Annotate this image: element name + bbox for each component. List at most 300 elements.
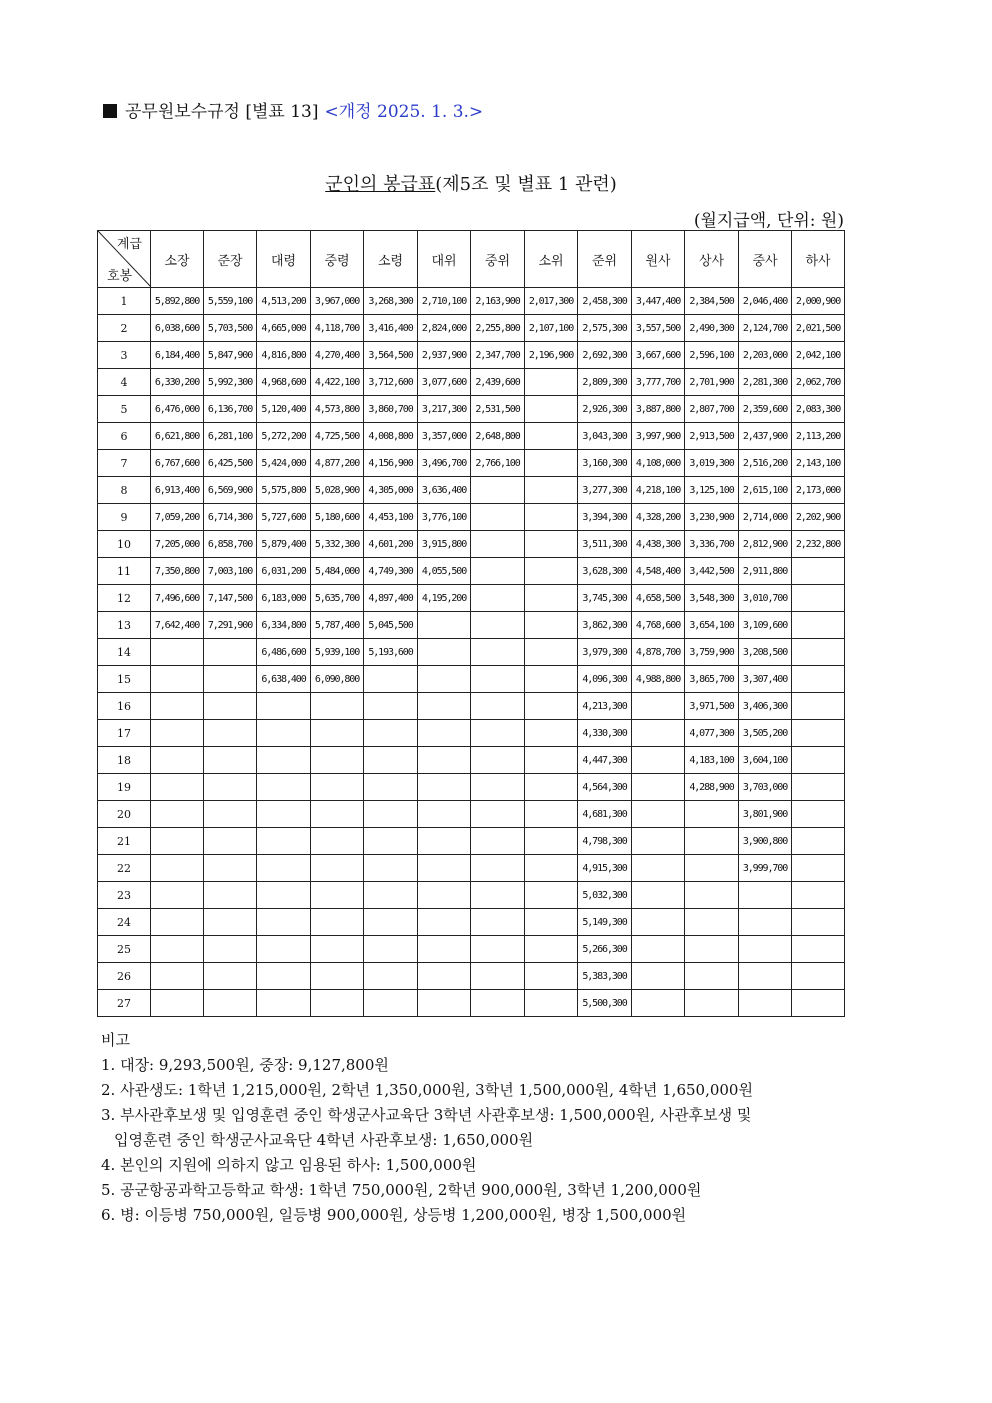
salary-cell [257,909,311,936]
salary-cell [418,990,471,1017]
salary-cell: 4,681,300 [578,801,632,828]
table-row [98,612,845,639]
salary-cell: 6,281,100 [204,423,257,450]
title-main: 군인의 봉급표 [325,174,436,195]
salary-cell: 6,858,700 [204,531,257,558]
salary-cell: 5,424,000 [257,450,311,477]
salary-cell [204,774,257,801]
salary-cell [471,693,525,720]
salary-cell: 2,648,800 [471,423,525,450]
salary-cell: 4,601,200 [364,531,418,558]
salary-cell [204,855,257,882]
salary-cell: 6,638,400 [257,666,311,693]
salary-cell: 2,163,900 [471,288,525,315]
salary-cell: 5,575,800 [257,477,311,504]
salary-cell: 6,038,600 [151,315,204,342]
salary-cell: 5,180,600 [311,504,364,531]
remark-line: 입영훈련 중인 학생군사교육단 4학년 사관후보생: 1,650,000원 [114,1131,534,1149]
salary-cell: 3,604,100 [739,747,792,774]
rank-header-cell: 소장 [151,231,204,288]
salary-cell: 3,654,100 [685,612,739,639]
salary-cell [364,909,418,936]
salary-cell [685,828,739,855]
salary-cell: 6,621,800 [151,423,204,450]
salary-cell [257,882,311,909]
salary-cell: 2,113,200 [792,423,845,450]
salary-cell: 2,490,300 [685,315,739,342]
salary-cell [525,504,578,531]
salary-cell [525,639,578,666]
salary-cell [471,531,525,558]
salary-cell [471,585,525,612]
salary-cell: 6,184,400 [151,342,204,369]
salary-cell: 2,281,300 [739,369,792,396]
step-cell: 4 [98,369,151,396]
rank-header-cell: 중사 [739,231,792,288]
step-cell: 11 [98,558,151,585]
salary-cell: 4,096,300 [578,666,632,693]
salary-cell [257,936,311,963]
salary-cell: 5,383,300 [578,963,632,990]
salary-cell [525,450,578,477]
salary-cell [311,693,364,720]
salary-cell: 4,749,300 [364,558,418,585]
step-cell: 5 [98,396,151,423]
salary-cell [151,747,204,774]
table-row [98,828,845,855]
salary-cell [257,801,311,828]
salary-cell: 4,447,300 [578,747,632,774]
salary-cell [418,720,471,747]
salary-cell [632,693,685,720]
salary-cell [792,747,845,774]
salary-cell: 5,787,400 [311,612,364,639]
salary-cell: 3,357,000 [418,423,471,450]
salary-cell: 5,703,500 [204,315,257,342]
salary-cell: 4,218,100 [632,477,685,504]
salary-cell [204,828,257,855]
step-cell: 12 [98,585,151,612]
salary-cell [151,801,204,828]
step-cell: 25 [98,936,151,963]
rank-header-cell: 중령 [311,231,364,288]
salary-cell [525,828,578,855]
salary-cell: 6,569,900 [204,477,257,504]
salary-cell: 3,307,400 [739,666,792,693]
rank-header-cell: 중위 [471,231,525,288]
salary-cell: 4,008,800 [364,423,418,450]
table-row [98,990,845,1017]
salary-cell [311,963,364,990]
table-row [98,693,845,720]
salary-cell: 3,862,300 [578,612,632,639]
salary-cell: 3,703,000 [739,774,792,801]
salary-cell: 7,205,000 [151,531,204,558]
page-title [0,170,942,196]
salary-cell: 3,999,700 [739,855,792,882]
table-row [98,666,845,693]
salary-cell [151,909,204,936]
salary-cell [364,855,418,882]
salary-cell [792,693,845,720]
salary-cell [418,693,471,720]
salary-cell [151,936,204,963]
step-cell: 17 [98,720,151,747]
salary-cell: 3,548,300 [685,585,739,612]
salary-cell: 5,045,500 [364,612,418,639]
table-row [98,315,845,342]
salary-cell: 4,305,000 [364,477,418,504]
salary-cell: 3,336,700 [685,531,739,558]
salary-cell [311,828,364,855]
salary-cell: 5,727,600 [257,504,311,531]
salary-cell: 4,156,900 [364,450,418,477]
salary-cell [525,531,578,558]
rank-header-cell: 하사 [792,231,845,288]
salary-cell [525,477,578,504]
step-cell: 26 [98,963,151,990]
step-cell: 18 [98,747,151,774]
salary-cell [525,990,578,1017]
salary-cell: 3,636,400 [418,477,471,504]
salary-cell: 4,564,300 [578,774,632,801]
table-row [98,801,845,828]
salary-cell: 6,913,400 [151,477,204,504]
table-row [98,882,845,909]
step-cell: 1 [98,288,151,315]
step-cell: 13 [98,612,151,639]
salary-cell: 3,043,300 [578,423,632,450]
salary-cell: 3,967,000 [311,288,364,315]
salary-cell: 5,939,100 [311,639,364,666]
salary-cell [418,747,471,774]
salary-cell [257,963,311,990]
salary-cell: 4,877,200 [311,450,364,477]
remark-line: 6. 병: 이등병 750,000원, 일등병 900,000원, 상등병 1,200,000원, 병장 1,500,000원 [101,1206,687,1224]
salary-cell [418,963,471,990]
step-cell: 2 [98,315,151,342]
salary-cell [471,936,525,963]
salary-cell: 2,913,500 [685,423,739,450]
salary-cell [525,612,578,639]
salary-cell: 3,442,500 [685,558,739,585]
salary-cell: 6,090,800 [311,666,364,693]
salary-cell: 4,453,100 [364,504,418,531]
salary-cell [204,990,257,1017]
salary-cell [471,801,525,828]
salary-cell [632,774,685,801]
salary-cell: 4,288,900 [685,774,739,801]
salary-cell [525,855,578,882]
salary-cell [418,936,471,963]
salary-cell: 4,438,300 [632,531,685,558]
table-row [98,369,845,396]
salary-cell: 3,979,300 [578,639,632,666]
salary-cell [151,666,204,693]
salary-cell [792,801,845,828]
corner-rank-label: 계급 [116,237,142,252]
salary-cell: 3,208,500 [739,639,792,666]
rank-header-cell: 원사 [632,231,685,288]
salary-cell [311,909,364,936]
rank-header-cell: 준위 [578,231,632,288]
salary-cell [739,909,792,936]
salary-cell: 2,692,300 [578,342,632,369]
salary-cell [685,801,739,828]
salary-cell: 4,988,800 [632,666,685,693]
salary-cell [792,612,845,639]
salary-cell [792,909,845,936]
salary-cell [364,747,418,774]
salary-cell: 2,458,300 [578,288,632,315]
salary-cell [151,720,204,747]
salary-cell: 2,203,000 [739,342,792,369]
step-cell: 9 [98,504,151,531]
salary-cell: 3,416,400 [364,315,418,342]
salary-cell: 4,328,200 [632,504,685,531]
salary-cell: 6,334,800 [257,612,311,639]
salary-cell: 4,513,200 [257,288,311,315]
salary-cell: 6,486,600 [257,639,311,666]
remark-line: 5. 공군항공과학고등학교 학생: 1학년 750,000원, 2학년 900,000원, 3학년 1,200,000원 [101,1181,702,1199]
salary-cell: 3,557,500 [632,315,685,342]
salary-cell: 3,887,800 [632,396,685,423]
regulation-name: 공무원보수규정 [별표 13] [125,102,319,122]
rank-header-cell: 준장 [204,231,257,288]
salary-cell [418,828,471,855]
salary-cell [257,828,311,855]
table-row [98,936,845,963]
table-row [98,720,845,747]
salary-cell [792,990,845,1017]
salary-cell: 2,196,900 [525,342,578,369]
salary-cell: 3,230,900 [685,504,739,531]
salary-cell: 4,108,000 [632,450,685,477]
salary-cell [525,558,578,585]
salary-cell [525,882,578,909]
salary-cell [525,666,578,693]
salary-cell [525,774,578,801]
salary-cell: 2,926,300 [578,396,632,423]
salary-cell: 5,500,300 [578,990,632,1017]
salary-cell: 4,270,400 [311,342,364,369]
salary-cell: 5,559,100 [204,288,257,315]
salary-cell: 3,019,300 [685,450,739,477]
salary-cell [311,801,364,828]
salary-cell [792,936,845,963]
salary-cell: 2,017,300 [525,288,578,315]
salary-cell: 2,714,000 [739,504,792,531]
salary-cell: 6,136,700 [204,396,257,423]
salary-cell: 3,077,600 [418,369,471,396]
rank-header-cell: 소령 [364,231,418,288]
salary-cell [471,909,525,936]
salary-cell [525,423,578,450]
salary-cell: 3,511,300 [578,531,632,558]
salary-cell [204,909,257,936]
salary-cell: 2,809,300 [578,369,632,396]
salary-cell [525,369,578,396]
salary-cell [257,747,311,774]
salary-cell: 4,725,500 [311,423,364,450]
remarks-list [101,1053,861,1228]
salary-cell: 3,777,700 [632,369,685,396]
salary-cell: 2,701,900 [685,369,739,396]
table-row [98,585,845,612]
salary-cell [418,612,471,639]
salary-cell: 6,183,000 [257,585,311,612]
salary-cell [364,963,418,990]
salary-cell [151,774,204,801]
salary-cell: 5,149,300 [578,909,632,936]
salary-cell: 3,109,600 [739,612,792,639]
salary-cell: 2,615,100 [739,477,792,504]
rank-header-cell: 소위 [525,231,578,288]
salary-cell: 3,997,900 [632,423,685,450]
salary-cell: 5,847,900 [204,342,257,369]
salary-cell [525,747,578,774]
salary-cell: 2,575,300 [578,315,632,342]
step-cell: 19 [98,774,151,801]
black-square-icon [103,104,117,118]
salary-cell: 4,195,200 [418,585,471,612]
salary-cell [311,882,364,909]
salary-cell [471,504,525,531]
step-cell: 10 [98,531,151,558]
salary-cell [364,936,418,963]
remark-line: 2. 사관생도: 1학년 1,215,000원, 2학년 1,350,000원, 3학년 1,500,000원, 4학년 1,650,000원 [101,1081,753,1099]
salary-cell [525,936,578,963]
salary-cell [471,639,525,666]
salary-cell: 3,971,500 [685,693,739,720]
salary-cell: 5,892,800 [151,288,204,315]
salary-cell [257,693,311,720]
step-cell: 7 [98,450,151,477]
salary-cell [418,855,471,882]
salary-cell: 3,776,100 [418,504,471,531]
salary-cell [364,882,418,909]
step-cell: 14 [98,639,151,666]
salary-cell: 4,548,400 [632,558,685,585]
salary-cell [418,801,471,828]
step-cell: 6 [98,423,151,450]
salary-cell: 3,160,300 [578,450,632,477]
salary-cell [632,828,685,855]
salary-cell [204,936,257,963]
table-header-row [98,231,845,288]
salary-cell: 2,046,400 [739,288,792,315]
salary-cell [632,963,685,990]
salary-cell [792,558,845,585]
salary-cell: 3,564,500 [364,342,418,369]
table-row [98,639,845,666]
salary-cell: 5,032,300 [578,882,632,909]
salary-cell [204,963,257,990]
salary-cell: 3,268,300 [364,288,418,315]
salary-cell [471,666,525,693]
salary-cell: 2,173,000 [792,477,845,504]
salary-cell: 4,658,500 [632,585,685,612]
salary-cell: 4,665,000 [257,315,311,342]
salary-cell: 2,232,800 [792,531,845,558]
salary-cell: 2,824,000 [418,315,471,342]
table-row [98,963,845,990]
salary-cell [364,990,418,1017]
salary-cell [685,990,739,1017]
salary-cell [204,666,257,693]
salary-cell [471,774,525,801]
table-row [98,531,845,558]
step-cell: 23 [98,882,151,909]
salary-cell [685,936,739,963]
salary-cell [471,477,525,504]
table-row [98,855,845,882]
salary-cell: 5,332,300 [311,531,364,558]
salary-cell [311,990,364,1017]
salary-table [97,230,845,1017]
salary-cell: 4,213,300 [578,693,632,720]
salary-cell [471,612,525,639]
salary-cell [632,882,685,909]
salary-cell: 3,865,700 [685,666,739,693]
salary-cell: 5,193,600 [364,639,418,666]
salary-cell [525,963,578,990]
salary-cell [792,720,845,747]
salary-cell [151,963,204,990]
salary-cell [632,747,685,774]
salary-cell [364,720,418,747]
rank-header-cell: 대령 [257,231,311,288]
amendment-date: <개정 2025. 1. 3.> [324,102,484,122]
salary-cell: 3,125,100 [685,477,739,504]
salary-cell [792,882,845,909]
salary-cell: 4,118,700 [311,315,364,342]
salary-cell [364,801,418,828]
regulation-header [103,97,483,122]
salary-cell [792,639,845,666]
salary-cell [792,774,845,801]
salary-cell: 7,291,900 [204,612,257,639]
salary-cell: 2,596,100 [685,342,739,369]
salary-cell: 3,900,800 [739,828,792,855]
salary-cell [632,936,685,963]
salary-cell: 3,759,900 [685,639,739,666]
salary-cell: 3,667,600 [632,342,685,369]
table-row [98,288,845,315]
corner-step-label: 호봉 [107,269,133,284]
salary-cell [151,882,204,909]
salary-cell: 5,272,200 [257,423,311,450]
remarks-section [101,1028,861,1228]
salary-cell [739,990,792,1017]
salary-cell: 7,642,400 [151,612,204,639]
salary-cell [151,990,204,1017]
salary-cell [632,990,685,1017]
salary-cell [471,720,525,747]
rank-header-cell: 대위 [418,231,471,288]
salary-cell [311,747,364,774]
salary-cell: 2,143,100 [792,450,845,477]
salary-cell [632,720,685,747]
salary-cell: 2,255,800 [471,315,525,342]
salary-cell [364,828,418,855]
step-cell: 20 [98,801,151,828]
salary-cell [685,963,739,990]
salary-cell [257,855,311,882]
salary-cell: 5,879,400 [257,531,311,558]
table-row [98,342,845,369]
salary-cell [632,855,685,882]
